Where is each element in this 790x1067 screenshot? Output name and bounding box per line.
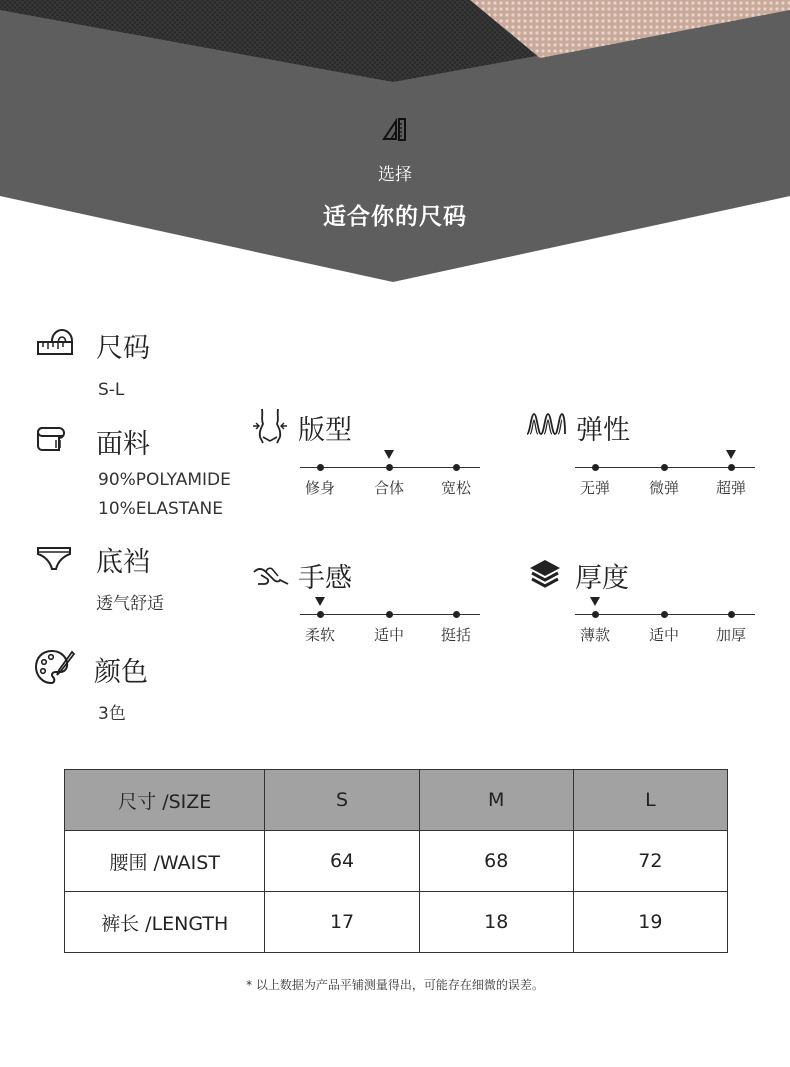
- scale-selected-marker: [726, 450, 736, 459]
- footnote: * 以上数据为产品平铺测量得出，可能存在细微的误差。: [246, 978, 544, 992]
- spec-color-label: 颜色: [94, 657, 148, 688]
- ruler-triangle-icon: [380, 115, 410, 143]
- underwear-icon: [36, 545, 72, 571]
- scale-dot: [661, 611, 668, 618]
- scale-dot: [661, 464, 668, 471]
- scale-option-label: 加厚: [715, 626, 746, 644]
- header-banner: [0, 0, 790, 290]
- scale-option-label: 宽松: [440, 479, 471, 497]
- body-shape-icon: [252, 407, 288, 445]
- header-subtitle: 选择: [378, 165, 412, 185]
- scale-option-label: 适中: [373, 626, 404, 644]
- scale-dot: [453, 464, 460, 471]
- header-background: [0, 0, 790, 290]
- table-header-row: [65, 770, 728, 831]
- attr-feel-scale: [300, 587, 480, 644]
- table-cell: 72: [573, 831, 727, 892]
- row-label: 腰围 /WAIST: [65, 831, 265, 892]
- spec-size-label: 尺码: [96, 333, 150, 364]
- spec-fabric-label: 面料: [96, 429, 150, 460]
- attr-feel-label: 手感: [298, 563, 352, 594]
- header-title: 适合你的尺码: [323, 204, 467, 230]
- wave-icon: [526, 410, 566, 438]
- scale-dot: [592, 464, 599, 471]
- tape-measure-icon: [36, 328, 74, 358]
- table-row-length: [65, 892, 728, 953]
- spec-crotch-label: 底裆: [96, 547, 150, 578]
- table-cell: 68: [419, 831, 573, 892]
- attr-thickness-label: 厚度: [575, 563, 629, 594]
- scale-option-label: 薄款: [579, 626, 610, 644]
- scale-dot: [728, 464, 735, 471]
- scale-selected-marker: [590, 597, 600, 606]
- table-header-l: L: [573, 770, 727, 831]
- attr-fit-scale: [300, 440, 480, 497]
- scale-option-label: 修身: [304, 479, 335, 497]
- table-row-waist: [65, 831, 728, 892]
- table-cell: 64: [265, 831, 419, 892]
- scale-dot: [386, 464, 393, 471]
- scale-option-label: 超弹: [715, 479, 746, 497]
- scale-selected-marker: [315, 597, 325, 606]
- spec-fabric-value-line1: 90%POLYAMIDE: [98, 470, 231, 490]
- spec-color-value: 3色: [98, 704, 126, 724]
- table-header-size: 尺寸 /SIZE: [65, 770, 265, 831]
- fabric-roll-icon: [36, 424, 66, 454]
- hand-feel-icon: [252, 560, 290, 588]
- scale-dot: [317, 464, 324, 471]
- scale-option-label: 微弹: [648, 479, 679, 497]
- attr-thickness-scale: [575, 587, 755, 644]
- size-table: [64, 769, 728, 953]
- spec-crotch-value: 透气舒适: [96, 594, 164, 614]
- scale-option-label: 挺括: [440, 626, 471, 644]
- table-header-m: M: [419, 770, 573, 831]
- attr-fit-label: 版型: [298, 415, 352, 446]
- spec-size-value: S-L: [98, 380, 125, 400]
- table-cell: 18: [419, 892, 573, 953]
- scale-selected-marker: [384, 450, 394, 459]
- scale-option-label: 柔软: [304, 626, 335, 644]
- table-header-s: S: [265, 770, 419, 831]
- layers-icon: [528, 558, 562, 590]
- palette-icon: [34, 648, 76, 686]
- table-cell: 17: [265, 892, 419, 953]
- scale-option-label: 适中: [648, 626, 679, 644]
- scale-dot: [386, 611, 393, 618]
- scale-dot: [317, 611, 324, 618]
- row-label: 裤长 /LENGTH: [65, 892, 265, 953]
- attr-elasticity-label: 弹性: [576, 415, 630, 446]
- scale-option-label: 合体: [373, 479, 404, 497]
- table-cell: 19: [573, 892, 727, 953]
- scale-option-label: 无弹: [579, 479, 610, 497]
- scale-dot: [728, 611, 735, 618]
- scale-dot: [592, 611, 599, 618]
- scale-dot: [453, 611, 460, 618]
- attr-elasticity-scale: [575, 440, 755, 497]
- spec-fabric-value-line2: 10%ELASTANE: [98, 499, 223, 519]
